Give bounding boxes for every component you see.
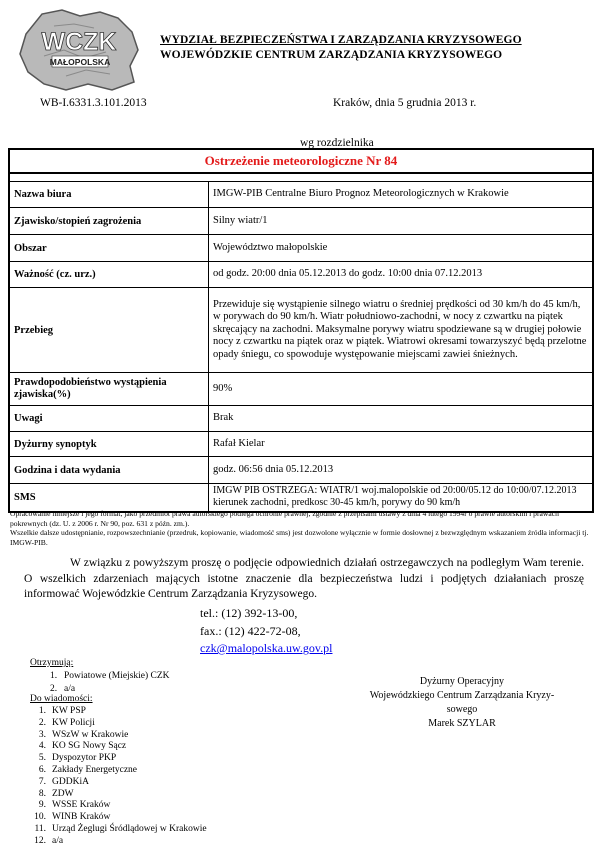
list-item bbox=[30, 789, 260, 799]
row-value: Silny wiatr/1 bbox=[209, 208, 594, 235]
warning-table bbox=[8, 148, 594, 513]
row-label: Uwagi bbox=[9, 406, 209, 432]
row-label: Zjawisko/stopień zagrożenia bbox=[9, 208, 209, 235]
table-row bbox=[9, 182, 593, 208]
item-text: WSzW w Krakowie bbox=[52, 729, 129, 740]
signature-role: Dyżurny Operacyjny bbox=[419, 676, 505, 687]
row-label: Prawdopodobieństwo wystąpienia zjawiska(%) bbox=[9, 373, 209, 406]
row-value: godz. 06:56 dnia 05.12.2013 bbox=[209, 457, 594, 484]
item-number: 1. bbox=[50, 671, 58, 681]
email-link[interactable]: czk@malopolska.uw.gov.pl bbox=[200, 641, 333, 655]
item-text: KW Policji bbox=[52, 717, 95, 728]
table-row bbox=[9, 373, 593, 406]
list-item bbox=[30, 753, 260, 763]
row-value: IMGW PIB OSTRZEGA: WIATR/1 woj.malopolskie od 20:00/05.12 do 10:00/07.12.2013 kierunek zachodni, predkosc 30-45 km/h, porywy do 90 km/h bbox=[209, 484, 594, 512]
item-number: 11. bbox=[34, 824, 46, 834]
item-number: 12. bbox=[34, 835, 46, 846]
item-number: 8. bbox=[38, 788, 46, 799]
item-text: Dyspozytor PKP bbox=[52, 753, 117, 764]
department-title: WYDZIAŁ BEZPIECZEŃSTWA I ZARZĄDZANIA KRYZYSOWEGO bbox=[160, 34, 522, 46]
table-row bbox=[9, 208, 593, 235]
copyright-note bbox=[10, 509, 590, 547]
center-title: WOJEWÓDZKIE CENTRUM ZARZĄDZANIA KRYZYSOWEGO bbox=[160, 49, 503, 61]
svg-text:MAŁOPOLSKA: MAŁOPOLSKA bbox=[49, 57, 111, 67]
distribution-note: wg rozdzielnika bbox=[300, 137, 374, 149]
item-text: Zakłady Energetyczne bbox=[52, 765, 138, 775]
row-label: Godzina i data wydania bbox=[9, 457, 209, 484]
item-number: 2. bbox=[38, 717, 46, 728]
item-number: 5. bbox=[38, 753, 46, 764]
copyright-line-2: Wszelkie dalsze udostępnianie, rozpowszechnianie (przedruk, kopiowanie, wiadomość sms) jest dozwolone wyłącznie w formie dosłownej z bezwzględnym wskazaniem źródła informacji tj. IMGW-PIB. bbox=[10, 528, 589, 547]
document-reference: WB-I.6331.3.101.2013 bbox=[40, 97, 147, 109]
item-number: 1. bbox=[38, 706, 46, 716]
table-row bbox=[9, 484, 593, 512]
item-number: 2. bbox=[50, 684, 58, 694]
phone-number: tel.: (12) 392-13-00, bbox=[200, 606, 298, 620]
signature-org: Wojewódzkiego Centrum Zarządzania Kryzy- bbox=[369, 690, 555, 701]
table-row bbox=[9, 288, 593, 373]
row-value: Województwo małopolskie bbox=[209, 235, 594, 262]
item-text: WSSE Kraków bbox=[52, 800, 111, 811]
row-value: IMGW-PIB Centralne Biuro Prognoz Meteorologicznych w Krakowie bbox=[209, 182, 594, 208]
table-row bbox=[9, 262, 593, 288]
list-item bbox=[30, 836, 260, 846]
row-label: Ważność (cz. urz.) bbox=[9, 262, 209, 288]
item-number: 7. bbox=[38, 776, 46, 787]
item-text: WINB Kraków bbox=[52, 812, 111, 823]
item-number: 4. bbox=[38, 741, 46, 752]
item-number: 6. bbox=[38, 765, 46, 775]
list-item bbox=[30, 706, 260, 716]
item-text: KW PSP bbox=[52, 706, 86, 716]
wczk-logo bbox=[14, 6, 144, 92]
row-label: Obszar bbox=[9, 235, 209, 262]
row-value: Rafał Kielar bbox=[209, 432, 594, 457]
body-paragraph: W związku z powyższym proszę o podjęcie odpowiednich działań ostrzegawczych na podległym Wam terenie. O wszelkich zdarzeniach mających istotne znaczenie dla bezpieczeństwa ludzi i podjętych działaniach proszę informować Wojewódzkie Centrum Zarządzania Kryzysowego. bbox=[24, 557, 584, 600]
list-item bbox=[50, 684, 250, 694]
row-label: Dyżurny synoptyk bbox=[9, 432, 209, 457]
signature-name: Marek SZYLAR bbox=[428, 718, 496, 729]
row-value: Przewiduje się wystąpienie silnego wiatru o średniej prędkości od 30 km/h do 45 km/h, w porywach do 90 km/h. Wiatr południowo-zachodni, w nocy z czwartku na piątek skręcający na zachodni. Maksymalne porywy wiatru spodziewane są w drugiej połowie nocy z czwartku na piątek oraz w piątek. Wiatrowi okresami towarzyszyć będą przelotne opady śniegu, co spowoduje występowanie miejscami zawiei śnieżnych. bbox=[209, 288, 594, 373]
list-item bbox=[30, 741, 260, 751]
copyright-line-1: Opracowanie niniejsze i jego format, jako przedmiot prawa autorskiego podlega ochronie prawnej, zgodnie z przepisami ustawy z dnia 4 lutego 1994r o prawie autorskim i prawach pokrewnych (dz. U. z 2006 r. Nr 90, poz. 631 z późn. zm.). bbox=[10, 509, 559, 528]
signature-block bbox=[362, 675, 562, 731]
cc-header: Do wiadomości: bbox=[30, 694, 93, 704]
row-label: Przebieg bbox=[9, 288, 209, 373]
table-spacer bbox=[9, 173, 593, 182]
signature-org-cont: sowego bbox=[446, 704, 478, 715]
item-text: KO SG Nowy Sącz bbox=[52, 741, 127, 752]
item-text: Powiatowe (Miejskie) CZK bbox=[64, 671, 170, 681]
item-text: GDDKiA bbox=[52, 776, 89, 787]
table-row bbox=[9, 457, 593, 484]
list-item bbox=[30, 812, 260, 822]
place-date: Kraków, dnia 5 grudnia 2013 r. bbox=[333, 97, 477, 109]
item-number: 9. bbox=[38, 800, 46, 811]
warning-title: Ostrzeżenie meteorologiczne Nr 84 bbox=[9, 149, 593, 173]
row-value: Brak bbox=[209, 406, 594, 432]
row-value: od godz. 20:00 dnia 05.12.2013 do godz. 10:00 dnia 07.12.2013 bbox=[209, 262, 594, 288]
list-item bbox=[30, 824, 260, 834]
item-text: a/a bbox=[64, 684, 76, 694]
table-row bbox=[9, 432, 593, 457]
list-item bbox=[30, 777, 260, 787]
svg-text:WCZK: WCZK bbox=[41, 28, 117, 56]
table-row bbox=[9, 235, 593, 262]
row-value: 90% bbox=[209, 373, 594, 406]
list-item bbox=[30, 800, 260, 810]
fax-number: fax.: (12) 422-72-08, bbox=[200, 624, 301, 638]
list-item bbox=[30, 718, 260, 728]
item-number: 10. bbox=[34, 812, 46, 823]
item-text: a/a bbox=[52, 835, 64, 846]
row-label: Nazwa biura bbox=[9, 182, 209, 208]
list-item bbox=[30, 765, 260, 775]
item-number: 3. bbox=[38, 729, 46, 740]
item-text: Urząd Żeglugi Śródlądowej w Krakowie bbox=[52, 824, 207, 834]
list-item bbox=[30, 730, 260, 740]
table-row bbox=[9, 406, 593, 432]
item-text: ZDW bbox=[52, 788, 74, 799]
list-item bbox=[50, 671, 250, 681]
row-label: SMS bbox=[9, 484, 209, 512]
recipients-header: Otrzymują: bbox=[30, 658, 74, 668]
